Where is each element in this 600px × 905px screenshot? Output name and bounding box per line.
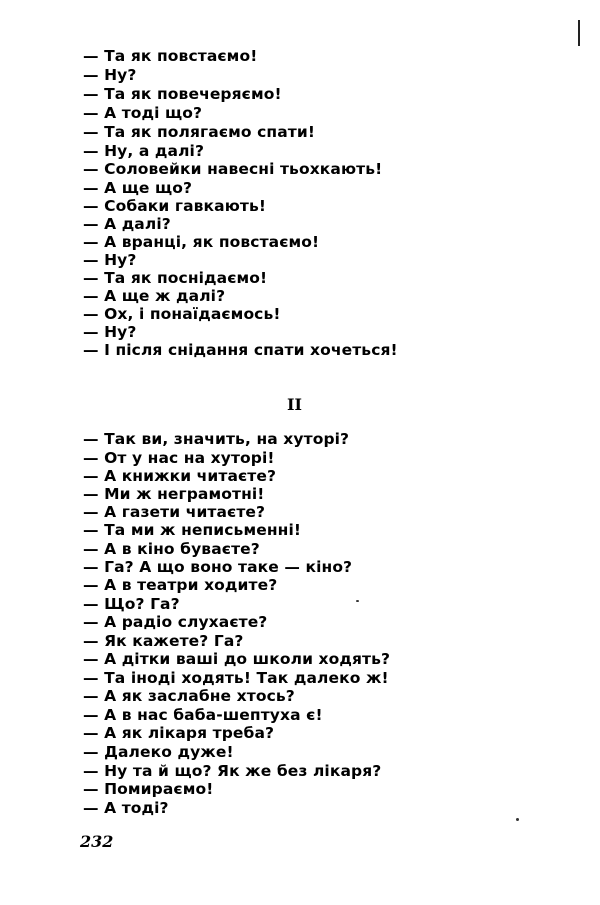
dialogue-line: — Ох, і понаїдаємось! (83, 305, 281, 323)
dialogue-line: — Та ми ж неписьменні! (83, 521, 302, 539)
dialogue-line: — Га? А що воно таке — кіно? (83, 558, 353, 576)
print-speck (516, 818, 519, 821)
dialogue-line: — А газети читаєте? (83, 503, 266, 521)
dialogue-line: — А як лікаря треба? (83, 724, 275, 742)
dialogue-line: — А ще ж далі? (83, 287, 226, 305)
dialogue-line: — Ну? (83, 251, 137, 269)
dialogue-line: — А в кіно буваєте? (83, 540, 260, 558)
dialogue-line: — Ну? (83, 66, 137, 84)
dialogue-line: — А далі? (83, 215, 171, 233)
dialogue-line: — А дітки ваші до школи ходять? (83, 650, 391, 668)
dialogue-line: — Та як повстаємо! (83, 47, 258, 65)
margin-rule (578, 20, 580, 46)
dialogue-line: — Далеко дуже! (83, 743, 234, 761)
dialogue-line: — Що? Га? (83, 595, 180, 613)
section-heading: II (287, 395, 302, 414)
dialogue-line: — Помираємо! (83, 780, 214, 798)
dialogue-line: — А тоді? (83, 799, 169, 817)
dialogue-line: — Так ви, значить, на хуторі? (83, 430, 350, 448)
dialogue-line: — Та іноді ходять! Так далеко ж! (83, 669, 389, 687)
dialogue-line: — А тоді що? (83, 104, 203, 122)
dialogue-line: — А радіо слухаєте? (83, 613, 268, 631)
dialogue-line: — І після снідання спати хочеться! (83, 341, 398, 359)
dialogue-line: — Ну? (83, 323, 137, 341)
dialogue-line: — А в нас баба-шептуха є! (83, 706, 323, 724)
dialogue-line: — Та як полягаємо спати! (83, 123, 315, 141)
dialogue-line: — А вранці, як повстаємо! (83, 233, 320, 251)
dialogue-line: — Як кажете? Га? (83, 632, 244, 650)
dialogue-line: — Соловейки навесні тьохкають! (83, 160, 383, 178)
dialogue-line: — Та як повечеряємо! (83, 85, 282, 103)
dialogue-line: — Ну та й що? Як же без лікаря? (83, 762, 382, 780)
dialogue-line: — Собаки гавкають! (83, 197, 267, 215)
dialogue-line: — От у нас на хуторі! (83, 449, 275, 467)
print-speck (356, 600, 359, 602)
dialogue-line: — А ще що? (83, 179, 193, 197)
dialogue-line: — А як заслабне хтось? (83, 687, 295, 705)
dialogue-line: — Та як поснідаємо! (83, 269, 268, 287)
dialogue-line: — А книжки читаєте? (83, 467, 277, 485)
page-number: 232 (80, 832, 114, 851)
dialogue-line: — Ну, а далі? (83, 142, 205, 160)
dialogue-line: — А в театри ходите? (83, 576, 278, 594)
dialogue-line: — Ми ж неграмотні! (83, 485, 265, 503)
